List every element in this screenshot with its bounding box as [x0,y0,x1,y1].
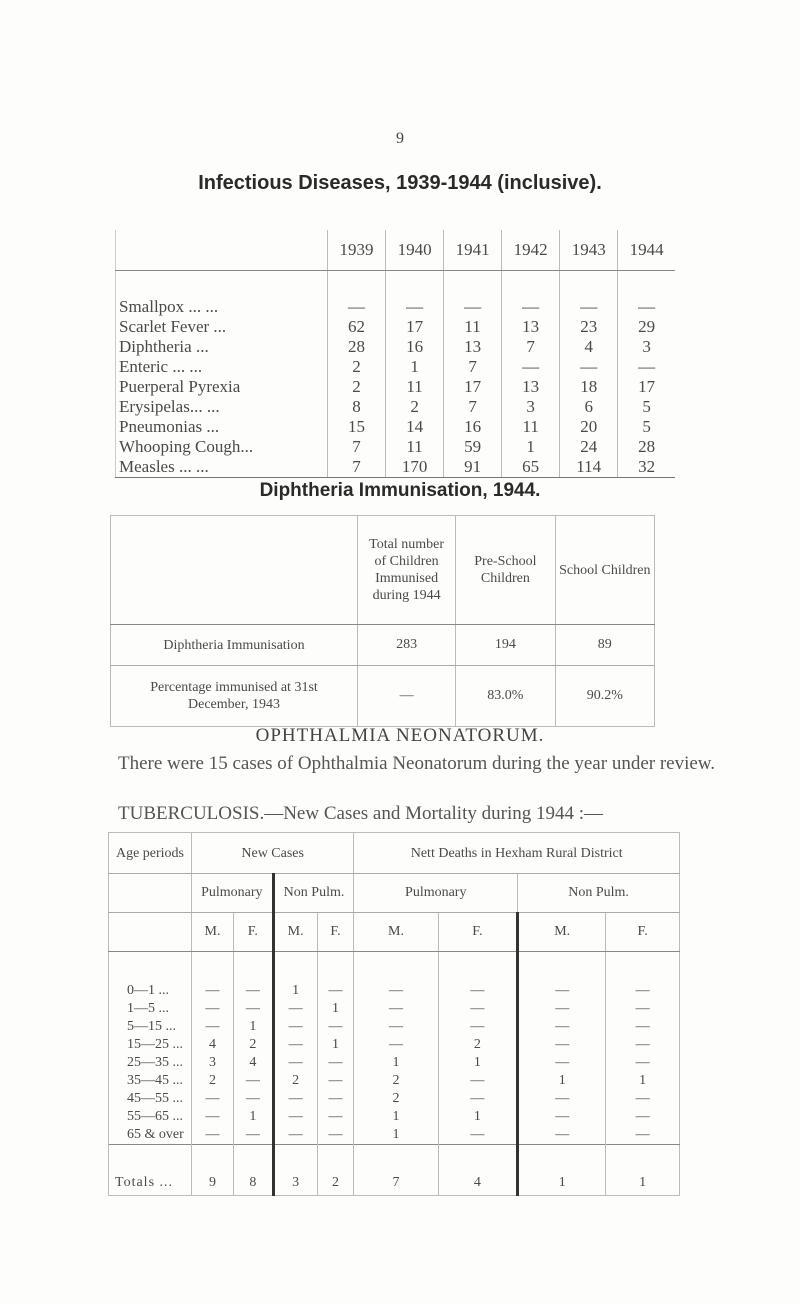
total-value: 1 [518,1145,606,1196]
cell-value: — [234,1090,274,1108]
total-value: 7 [354,1145,438,1196]
cell-value: 16 [386,337,444,357]
cell-value: — [518,952,606,1001]
sex-header: M. [518,913,606,952]
table-subheader-row [109,874,680,913]
cell-value: — [618,357,675,377]
cell-value: 20 [560,417,618,437]
cell-value: 65 [502,457,560,478]
header-total-immunised: Total number of Children Immunised during 1944 [358,516,456,625]
year-header: 1941 [444,230,502,271]
table-row [109,1018,680,1036]
cell-value: 283 [358,625,456,666]
cell-value: 15 [328,417,386,437]
disease-label: Measles ... ... [116,457,328,478]
cell-value: — [317,1072,354,1090]
year-header: 1940 [386,230,444,271]
cell-value: — [560,357,618,377]
table-header-row [109,833,680,874]
cell-value: — [438,1072,518,1090]
page-title: Infectious Diseases, 1939-1944 (inclusive). [198,172,602,194]
cell-value: — [234,952,274,1001]
cell-value: 11 [386,437,444,457]
cell-value: — [273,1018,317,1036]
disease-label: Scarlet Fever ... [116,317,328,337]
totals-row [109,1145,680,1196]
cell-value: 1 [273,952,317,1001]
immunisation-table [110,515,655,727]
total-value: 8 [234,1145,274,1196]
table-row [116,377,676,397]
cell-value: 194 [456,625,555,666]
cell-value: 62 [328,317,386,337]
cell-value: 170 [386,457,444,478]
cell-value: 1 [234,1108,274,1126]
age-label: 1—5 ... [109,1000,192,1018]
tuberculosis-table [108,832,680,1196]
cell-value: 1 [606,1072,680,1090]
year-header: 1939 [328,230,386,271]
cell-value: — [606,1108,680,1126]
cell-value: — [606,952,680,1001]
age-label: 5—15 ... [109,1018,192,1036]
sex-header: F. [234,913,274,952]
cell-value: 5 [618,417,675,437]
blank-header-cell [116,230,328,271]
table-row [116,357,676,377]
disease-rows [116,271,676,478]
sex-header: M. [192,913,234,952]
cell-value: — [606,1000,680,1018]
cell-value: — [192,1126,234,1145]
cell-value: 1 [317,1000,354,1018]
total-value: 1 [606,1145,680,1196]
age-label: 25—35 ... [109,1054,192,1072]
cell-value: 1 [317,1036,354,1054]
cell-value: 1 [234,1018,274,1036]
cell-value: 1 [354,1108,438,1126]
cell-value: — [192,1108,234,1126]
cell-value: — [518,1018,606,1036]
subheader: Pulmonary [192,874,274,913]
infectious-diseases-table [115,230,675,478]
table-row [116,317,676,337]
age-label: 45—55 ... [109,1090,192,1108]
cell-value: 3 [192,1054,234,1072]
sex-header: F. [438,913,518,952]
blank-header-cell [111,516,358,625]
cell-value: 90.2% [555,666,654,727]
cell-value: 1 [502,437,560,457]
immunisation-title: Diphtheria Immunisation, 1944. [259,480,541,501]
ophthalmia-title: OPHTHALMIA NEONATORUM. [255,725,545,746]
cell-value: 7 [328,437,386,457]
cell-value: — [234,1000,274,1018]
cell-value: 29 [618,317,675,337]
cell-value: — [192,1090,234,1108]
cell-value: 18 [560,377,618,397]
cell-value: — [502,357,560,377]
cell-value: 1 [518,1072,606,1090]
cell-value: 28 [328,337,386,357]
cell-value: 4 [234,1054,274,1072]
cell-value: 4 [560,337,618,357]
cell-value: 2 [354,1072,438,1090]
cell-value: — [317,1090,354,1108]
cell-value: — [317,1108,354,1126]
cell-value: — [518,1090,606,1108]
cell-value: — [354,1000,438,1018]
cell-value: — [438,952,518,1001]
cell-value: 7 [444,357,502,377]
table-sex-row [109,913,680,952]
sex-header: F. [317,913,354,952]
disease-label: Smallpox ... ... [116,271,328,318]
table-row [111,666,655,727]
cell-value: 1 [354,1054,438,1072]
cell-value: 24 [560,437,618,457]
cell-value: 13 [502,377,560,397]
year-header: 1943 [560,230,618,271]
table-row [109,1000,680,1018]
table-row [116,271,676,318]
header-age-periods: Age periods [109,833,192,874]
cell-value: 32 [618,457,675,478]
cell-value: 17 [444,377,502,397]
age-label: 55—65 ... [109,1108,192,1126]
disease-label: Erysipelas... ... [116,397,328,417]
cell-value: 83.0% [456,666,555,727]
disease-label: Enteric ... ... [116,357,328,377]
cell-value: — [192,952,234,1001]
cell-value: 8 [328,397,386,417]
cell-value: — [192,1018,234,1036]
header-nett-deaths: Nett Deaths in Hexham Rural District [354,833,680,874]
cell-value: — [518,1108,606,1126]
cell-value: 16 [444,417,502,437]
blank-header-cell [109,913,192,952]
cell-value: — [618,271,675,318]
cell-value: 2 [354,1090,438,1108]
cell-value: — [192,1000,234,1018]
cell-value: — [438,1018,518,1036]
cell-value: 91 [444,457,502,478]
cell-value: — [438,1090,518,1108]
table-row [109,1036,680,1054]
cell-value: — [273,1090,317,1108]
disease-label: Puerperal Pyrexia [116,377,328,397]
table-row [109,1108,680,1126]
cell-value: — [560,271,618,318]
page-number: 9 [396,130,404,147]
cell-value: — [518,1054,606,1072]
table-row [116,457,676,478]
sex-header: M. [354,913,438,952]
table-row [109,1090,680,1108]
table-row [109,952,680,1001]
total-value: 4 [438,1145,518,1196]
disease-label: Pneumonias ... [116,417,328,437]
cell-value: 4 [192,1036,234,1054]
cell-value: — [606,1054,680,1072]
cell-value: 3 [618,337,675,357]
age-label: 0—1 ... [109,952,192,1001]
total-value: 2 [317,1145,354,1196]
cell-value: — [317,952,354,1001]
cell-value: 13 [444,337,502,357]
cell-value: — [518,1000,606,1018]
header-pre-school: Pre-School Children [456,516,555,625]
cell-value: — [273,1126,317,1145]
sex-header: F. [606,913,680,952]
cell-value: — [354,952,438,1001]
cell-value: 1 [386,357,444,377]
cell-value: 6 [560,397,618,417]
subheader: Non Pulm. [273,874,354,913]
cell-value: 2 [234,1036,274,1054]
cell-value: 7 [328,457,386,478]
cell-value: — [444,271,502,318]
cell-value: — [354,1018,438,1036]
cell-value: 2 [328,357,386,377]
cell-value: — [273,1036,317,1054]
cell-value: — [273,1054,317,1072]
table-row [116,397,676,417]
age-label: 65 & over [109,1126,192,1145]
blank-header-cell [109,874,192,913]
cell-value: 11 [386,377,444,397]
cell-value: — [438,1000,518,1018]
row-label: Percentage immunised at 31st December, 1943 [111,666,358,727]
table-row [109,1054,680,1072]
header-school: School Children [555,516,654,625]
cell-value: 7 [444,397,502,417]
subheader: Non Pulm. [518,874,680,913]
cell-value: — [518,1036,606,1054]
cell-value: 59 [444,437,502,457]
table-row [109,1126,680,1145]
cell-value: 11 [444,317,502,337]
ophthalmia-text: There were 15 cases of Ophthalmia Neonatorum during the year under review. [118,753,716,774]
disease-label: Whooping Cough... [116,437,328,457]
year-header: 1944 [618,230,675,271]
disease-label: Diphtheria ... [116,337,328,357]
header-new-cases: New Cases [192,833,354,874]
cell-value: 13 [502,317,560,337]
cell-value: 5 [618,397,675,417]
table-row [116,437,676,457]
age-label: 15—25 ... [109,1036,192,1054]
table-row [109,1072,680,1090]
sex-header: M. [273,913,317,952]
cell-value: — [354,1036,438,1054]
cell-value: — [273,1108,317,1126]
cell-value: — [317,1054,354,1072]
cell-value: — [234,1126,274,1145]
table-row [116,337,676,357]
cell-value: — [317,1018,354,1036]
year-header: 1942 [502,230,560,271]
cell-value: 2 [386,397,444,417]
cell-value: 11 [502,417,560,437]
cell-value: 23 [560,317,618,337]
cell-value: — [606,1126,680,1145]
table-row [111,625,655,666]
cell-value: 2 [328,377,386,397]
cell-value: — [358,666,456,727]
cell-value: 1 [354,1126,438,1145]
cell-value: 7 [502,337,560,357]
cell-value: — [438,1126,518,1145]
row-label: Diphtheria Immunisation [111,625,358,666]
cell-value: — [606,1018,680,1036]
total-value: 3 [273,1145,317,1196]
cell-value: 14 [386,417,444,437]
cell-value: 1 [438,1108,518,1126]
tuberculosis-intro: TUBERCULOSIS.—New Cases and Mortality during 1944 :— [118,803,604,824]
cell-value: — [606,1036,680,1054]
cell-value: — [606,1090,680,1108]
cell-value: 2 [273,1072,317,1090]
cell-value: 17 [386,317,444,337]
totals-label: Totals ... [109,1145,192,1196]
cell-value: 2 [438,1036,518,1054]
age-label: 35—45 ... [109,1072,192,1090]
cell-value: 2 [192,1072,234,1090]
table-header-row [111,516,655,625]
cell-value: 114 [560,457,618,478]
cell-value: — [386,271,444,318]
table-header-row [116,230,676,271]
cell-value: 28 [618,437,675,457]
cell-value: 1 [438,1054,518,1072]
tb-rows [109,952,680,1145]
cell-value: — [518,1126,606,1145]
cell-value: — [317,1126,354,1145]
table-row [116,417,676,437]
subheader: Pulmonary [354,874,518,913]
cell-value: 89 [555,625,654,666]
cell-value: — [273,1000,317,1018]
cell-value: — [234,1072,274,1090]
cell-value: — [502,271,560,318]
total-value: 9 [192,1145,234,1196]
cell-value: 17 [618,377,675,397]
cell-value: — [328,271,386,318]
cell-value: 3 [502,397,560,417]
